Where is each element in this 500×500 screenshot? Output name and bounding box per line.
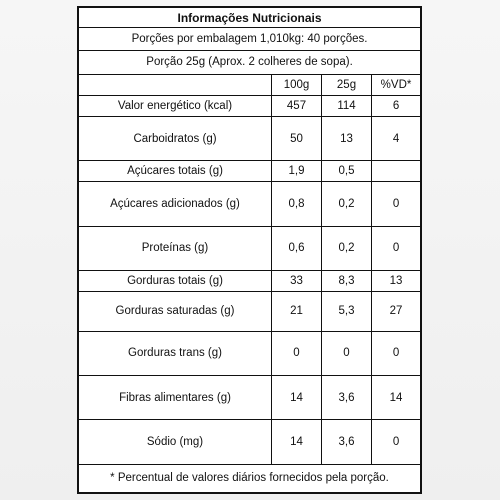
value-daily-percent: 6 (372, 95, 421, 116)
value-per100g: 0,6 (272, 226, 322, 270)
table-row (79, 226, 421, 270)
nutrient-name: Gorduras totais (g) (79, 271, 272, 292)
table-row (79, 271, 421, 292)
value-per100g: 0 (272, 331, 322, 375)
nutrient-name: Fibras alimentares (g) (79, 375, 272, 419)
value-per25g: 0,2 (322, 182, 372, 226)
nutrient-name: Valor energético (kcal) (79, 95, 272, 116)
nutrient-name: Gorduras trans (g) (79, 331, 272, 375)
value-daily-percent: 4 (372, 116, 421, 160)
value-per25g: 0 (322, 331, 372, 375)
value-daily-percent (372, 161, 421, 182)
value-daily-percent: 27 (372, 292, 421, 331)
value-per100g: 21 (272, 292, 322, 331)
nutrient-name: Carboidratos (g) (79, 116, 272, 160)
serving-size: Porção 25g (Aprox. 2 colheres de sopa). (79, 51, 421, 74)
value-per25g: 13 (322, 116, 372, 160)
value-per25g: 0,2 (322, 226, 372, 270)
footnote: * Percentual de valores diários fornecidos pela porção. (79, 464, 421, 492)
nutrition-table (78, 7, 421, 493)
value-per100g: 14 (272, 375, 322, 419)
table-row (79, 420, 421, 464)
header-empty-cell (79, 74, 272, 95)
table-row (79, 182, 421, 226)
value-daily-percent: 13 (372, 271, 421, 292)
value-daily-percent: 0 (372, 182, 421, 226)
table-row (79, 161, 421, 182)
table-row (79, 292, 421, 331)
nutrition-facts-label (77, 6, 422, 494)
nutrient-name: Gorduras saturadas (g) (79, 292, 272, 331)
value-per100g: 50 (272, 116, 322, 160)
table-row (79, 116, 421, 160)
value-per100g: 0,8 (272, 182, 322, 226)
table-row (79, 375, 421, 419)
column-header-row (79, 74, 421, 95)
value-per25g: 5,3 (322, 292, 372, 331)
value-per25g: 3,6 (322, 375, 372, 419)
nutrient-name: Açúcares totais (g) (79, 161, 272, 182)
value-per25g: 8,3 (322, 271, 372, 292)
table-row (79, 95, 421, 116)
header-daily-value: %VD* (372, 74, 421, 95)
table-row (79, 331, 421, 375)
value-per100g: 33 (272, 271, 322, 292)
value-per25g: 0,5 (322, 161, 372, 182)
value-per100g: 14 (272, 420, 322, 464)
value-per25g: 114 (322, 95, 372, 116)
servings-per-package: Porções por embalagem 1,010kg: 40 porções. (79, 28, 421, 51)
nutrient-name: Açúcares adicionados (g) (79, 182, 272, 226)
value-daily-percent: 0 (372, 420, 421, 464)
header-per100g: 100g (272, 74, 322, 95)
value-per100g: 1,9 (272, 161, 322, 182)
value-daily-percent: 14 (372, 375, 421, 419)
value-per25g: 3,6 (322, 420, 372, 464)
header-per25g: 25g (322, 74, 372, 95)
table-title: Informações Nutricionais (79, 8, 421, 28)
nutrient-name: Proteínas (g) (79, 226, 272, 270)
value-per100g: 457 (272, 95, 322, 116)
value-daily-percent: 0 (372, 226, 421, 270)
value-daily-percent: 0 (372, 331, 421, 375)
nutrient-name: Sódio (mg) (79, 420, 272, 464)
